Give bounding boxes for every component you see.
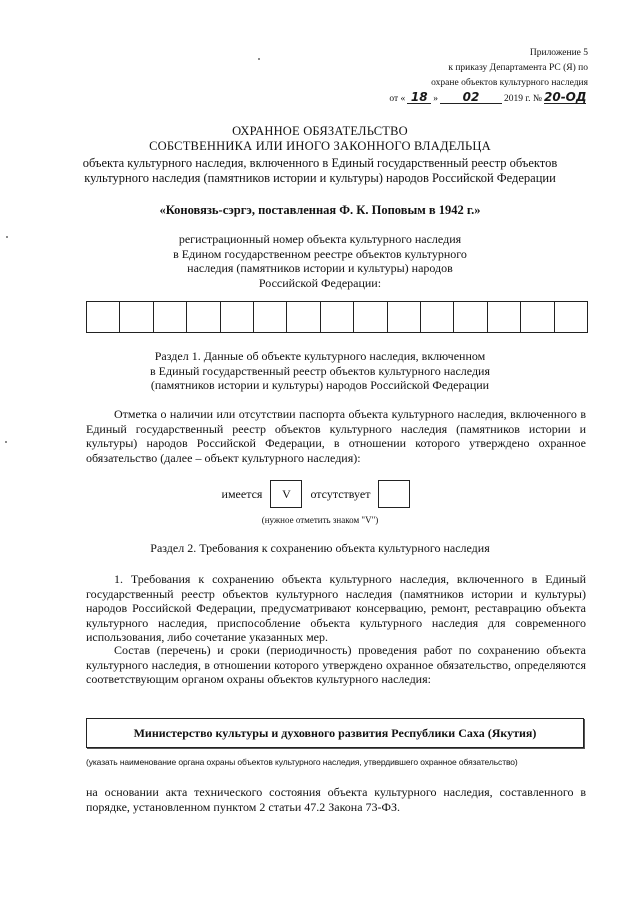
requirements-text: 1. Требования к сохранению объекта культурного наследия, включенного в Единый государственный реестр объектов культурного наследия (памятников истории и культуры) народов Российской Федерации, предусматривают консервацию, ремонт, реставрацию объекта культурного наследия, приспособление объекта культурного наследия для современного использования, либо сочетание указанных мер.: [86, 572, 586, 644]
registration-cell: [354, 302, 387, 332]
passport-absent-checkbox[interactable]: [378, 480, 410, 508]
registration-cell: [154, 302, 187, 332]
document-title: [60, 124, 580, 154]
registration-number-grid: [86, 301, 588, 333]
registration-cell: [521, 302, 554, 332]
subtitle-line-2: культурного наследия (памятников истории и культуры) народов Российской Федерации: [84, 171, 556, 185]
registration-cell: [388, 302, 421, 332]
passport-mark-text: Отметка о наличии или отсутствии паспорта объекта культурного наследия, включенного в Единый государственный реестр объектов культурного наследия (памятников истории и культуры) народов Российской Федерации, в отношении которого утверждено охранное обязательство (далее – объект культурного наследия):: [86, 407, 586, 465]
registration-caption: [60, 232, 580, 290]
scan-speck: [6, 236, 8, 238]
passport-absent-label: отсутствует: [310, 486, 371, 501]
registration-cell: [488, 302, 521, 332]
registration-cell: [555, 302, 587, 332]
scan-speck: [258, 58, 260, 60]
passport-mark-paragraph: [86, 407, 586, 465]
requirements-paragraph: [86, 572, 586, 645]
date-month: 02: [440, 91, 502, 104]
document-subtitle: [60, 156, 580, 186]
passport-has-checkbox[interactable]: V: [270, 480, 302, 508]
section-1-line-2: в Единый государственный реестр объектов культурного наследия: [150, 363, 490, 378]
registration-cell: [454, 302, 487, 332]
passport-has-label: имеется: [221, 486, 263, 501]
section-1-line-1: Раздел 1. Данные об объекте культурного наследия, включенном: [154, 349, 486, 363]
title-line-2: СОБСТВЕННИКА ИЛИ ИНОГО ЗАКОННОГО ВЛАДЕЛЬЦА: [149, 139, 491, 153]
registration-cell: [254, 302, 287, 332]
subtitle-line-1: объекта культурного наследия, включенного в Единый государственный реестр объектов: [82, 156, 558, 170]
checkbox-note: (нужное отметить знаком "V"): [261, 515, 379, 525]
section-2-heading: Раздел 2. Требования к сохранению объекта культурного наследия: [150, 541, 490, 555]
registration-cell: [87, 302, 120, 332]
scan-speck: [5, 441, 7, 443]
appendix-header: [358, 46, 588, 107]
date-mid: »: [433, 94, 438, 104]
registration-line-2: в Едином государственном реестре объектов культурного: [173, 246, 467, 261]
title-line-1: ОХРАННОЕ ОБЯЗАТЕЛЬСТВО: [232, 124, 408, 138]
registration-line-3: наследия (памятников истории и культуры) народов: [187, 261, 453, 275]
date-day: 18: [407, 91, 431, 104]
object-name: «Коновязь-сэргэ, поставленная Ф. К. Поповым в 1942 г.»: [159, 203, 481, 217]
registration-cell: [287, 302, 320, 332]
registration-cell: [187, 302, 220, 332]
registration-cell: [321, 302, 354, 332]
appendix-line-2: к приказу Департамента РС (Я) по: [448, 63, 588, 73]
date-year: 2019 г. №: [503, 94, 542, 104]
registration-cell: [421, 302, 454, 332]
authority-box: [86, 718, 584, 748]
basis-text: на основании акта технического состояния объекта культурного наследия, составленного в порядке, установленном пунктом 2 статьи 47.2 Закона 73-ФЗ.: [86, 785, 586, 814]
authority-name: Министерство культуры и духовного развития Республики Саха (Якутия): [133, 725, 537, 740]
registration-line-1: регистрационный номер объекта культурного наследия: [178, 232, 462, 246]
registration-cell: [120, 302, 153, 332]
appendix-line-1: Приложение 5: [529, 48, 588, 58]
date-prefix: от «: [389, 94, 406, 104]
works-schedule-text: Состав (перечень) и сроки (периодичность) проведения работ по сохранению объекта культурного наследия, в отношении которого утверждено охранное обязательство, определяются соответствующим органом охраны объектов культурного наследия:: [86, 643, 586, 686]
appendix-line-3: охране объектов культурного наследия: [431, 78, 588, 88]
works-schedule-paragraph: [86, 643, 586, 687]
registration-line-4: Российской Федерации:: [258, 275, 382, 290]
authority-note: (указать наименование органа охраны объектов культурного наследия, утвердившего охранное обязательство): [86, 757, 518, 767]
section-1-heading: [60, 349, 580, 393]
order-number: 20-ОД: [544, 90, 587, 104]
passport-checkboxes: [0, 480, 640, 508]
basis-paragraph: [86, 785, 586, 814]
registration-cell: [221, 302, 254, 332]
section-1-line-3: (памятников истории и культуры) народов Российской Федерации: [150, 378, 490, 392]
appendix-date-row: [358, 91, 588, 107]
